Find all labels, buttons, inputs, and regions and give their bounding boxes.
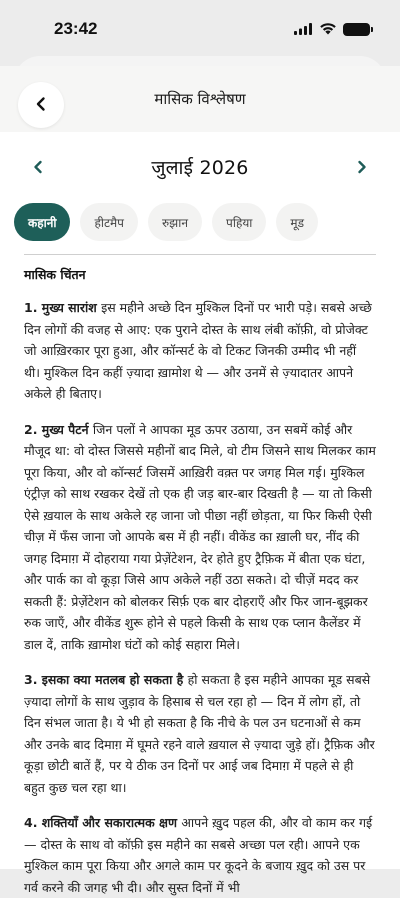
battery-icon — [343, 23, 370, 36]
tab-mood[interactable]: मूड — [276, 203, 318, 241]
month-label: जुलाई 2026 — [151, 157, 249, 179]
wifi-icon — [319, 20, 337, 39]
section-title: 4. शक्तियाँ और सकारात्मक क्षण — [24, 815, 182, 830]
signal-icon — [294, 20, 313, 39]
section-title: 3. इसका क्या मतलब हो सकता है — [24, 672, 188, 687]
monthly-analysis-sheet — [0, 66, 400, 895]
section-text: हो सकता है इस महीने आपका मूड सबसे ज़्यादा लोगों के साथ जुड़ाव के हिसाब से चल रहा हो — दिन में लोग हों, तो दिन संभल जाता है। ये भी हो सकता है कि नीचे के पल उन घटनाओं से कम और उनके बाद दिमाग़ में घूमते रहने वाले ख़याल से ज़्यादा जुड़े हों। ट्रैफ़िक और कूड़ा छोटी बातें हैं, पर ये ठीक उन दिनों पर आई जब दिमाग़ में पहले से ही बहुत कुछ चल रहा था। — [24, 672, 375, 795]
next-month-button[interactable] — [352, 155, 372, 179]
tab-trends[interactable]: रुझान — [148, 203, 202, 241]
month-selector — [0, 132, 400, 202]
tab-story[interactable]: कहानी — [14, 203, 70, 241]
report-section — [24, 669, 376, 798]
status-time: 23:42 — [54, 19, 98, 38]
chevron-left-icon — [35, 96, 47, 115]
report-heading: मासिक चिंतन — [24, 267, 86, 282]
back-button[interactable] — [18, 82, 64, 128]
content-divider — [24, 254, 376, 255]
section-title: 2. मुख्य पैटर्न — [24, 421, 93, 437]
section-title: 1. मुख्य सारांश — [24, 300, 102, 315]
report-section — [24, 812, 376, 898]
view-tabs — [0, 202, 400, 242]
previous-month-button[interactable] — [28, 155, 48, 179]
status-icons — [294, 20, 370, 39]
report-section — [24, 419, 376, 656]
status-bar — [0, 0, 400, 58]
tab-heatmap[interactable]: हीटमैप — [80, 203, 138, 241]
section-text: इस महीने अच्छे दिन मुश्किल दिनों पर भारी पड़े। सबसे अच्छे दिन लोगों की वजह से आए: एक पुराने दोस्त के साथ लंबी कॉफ़ी, वो प्रोजेक्ट जो आख़िरकार पूरा हुआ, और कॉन्सर्ट के वो टिकट जिनकी उम्मीद भी नहीं थी। मुश्किल दिन कहीं ज़्यादा ख़ामोश थे — और उनमें से ज़्यादातर आपने अकेले ही बिताए। — [24, 300, 372, 401]
section-text: आपने ख़ुद पहल की, और वो काम कर गई — दोस्त के साथ वो कॉफ़ी इस महीने का सबसे अच्छा पल रही। आपने एक मुश्किल काम पूरा किया और अगले काम पर कूदने के बजाय ख़ुद को उस पर गर्व करने की जगह भी दी। और सुस्त दिनों में भी — [24, 815, 373, 895]
report-section — [24, 297, 376, 405]
sheet-header — [0, 66, 400, 132]
tab-wheel[interactable]: पहिया — [212, 203, 266, 241]
report-content[interactable] — [24, 250, 376, 895]
section-text: जिन पलों ने आपका मूड ऊपर उठाया, उन सबमें कोई और मौजूद था: वो दोस्त जिससे महीनों बाद मिले, वो टीम जिसने साथ मिलकर काम पूरा किया, और वो कॉन्सर्ट जिसमें आख़िरी वक़्त पर जगह मिल गई। मुश्किल एंट्रीज़ को साथ रखकर देखें तो एक ही जड़ बार-बार दिखती है — या तो किसी ऐसे ख़याल के साथ अकेले रह जाना जो पीछा नहीं छोड़ता, या फिर किसी ऐसी चीज़ में फँस जाना जो आपके बस में ही नहीं। वीकेंड का ख़ाली घर, नींद की जगह दिमाग़ में दोहराया गया प्रेज़ेंटेशन, देर होते हुए ट्रैफ़िक में बीता एक घंटा, और पार्क का वो कूड़ा जिसे आप अकेले नहीं उठा सकते। दो चीज़ें मदद कर सकती हैं: प्रेज़ेंटेशन को बोलकर सिर्फ़ एक बार दोहराएँ और फिर जान-बूझकर रुक जाएँ, और वीकेंड शुरू होने से पहले किसी के साथ एक प्लान कैलेंडर में डाल दें, ताकि ख़ामोश घंटों को कोई सहारा मिले। — [24, 421, 376, 652]
page-title: मासिक विश्लेषण — [154, 90, 246, 108]
